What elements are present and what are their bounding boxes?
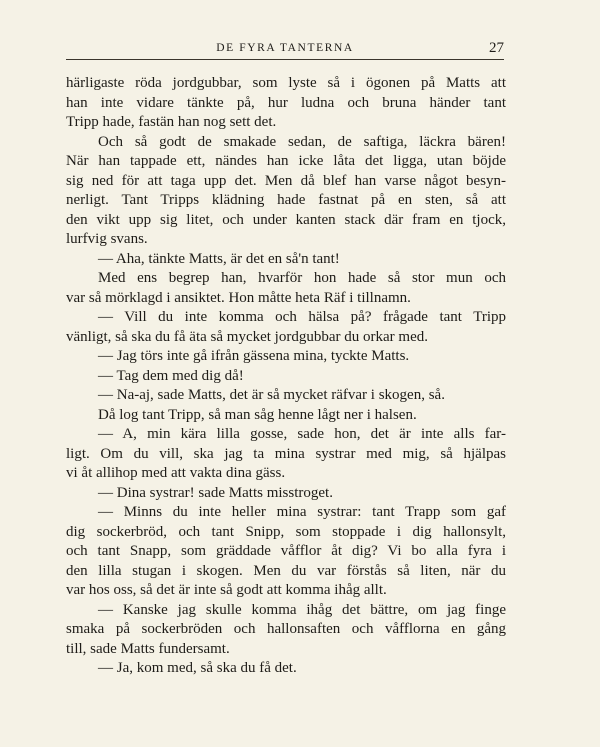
text-line: — A, min kära lilla gosse, sade hon, det är inte alls far- [98,426,506,442]
running-title: DE FYRA TANTERNA [216,42,354,54]
text-line: smaka på sockerbröden och hallonsaften och våfflorna en gång [66,621,506,637]
text-line: lurfvig svans. [66,231,148,247]
text-line: ligt. Om du vill, ska jag ta mina systrar med mig, så hjälpas [66,445,506,462]
text-line: han inte vidare tänkte på, hur ludna och bruna händer tant [66,94,506,111]
text-line: — Na-aj, sade Matts, det är så mycket räfvar i skogen, så. [98,387,445,403]
text-line: — Tag dem med dig då! [98,367,244,384]
text-line: härligaste röda jordgubbar, som lyste så i ögonen på Matts att [66,75,506,91]
header-rule [66,59,504,60]
text-line: Med ens begrep han, hvarför hon hade så stor mun och [98,270,506,286]
text-line: till, sade Matts fundersamt. [66,640,230,657]
text-line: och tant Snapp, som gräddade våfflor åt dig? Vi bo alla fyra i [66,543,506,559]
text-line: sig ned för att taga upp det. Men då blef han varse något besyn- [66,172,506,189]
text-line: Tripp hade, fastän han nog sett det. [66,114,277,130]
text-line: — Aha, tänkte Matts, är det en så'n tant! [98,250,340,267]
page-number: 27 [489,40,504,56]
text-line: — Kanske jag skulle komma ihåg det bättre, om jag finge [98,601,506,618]
text-line: den vikt upp sig litet, och under kanten stack där fram en tjock, [66,211,506,228]
text-line: — Jag törs inte gå ifrån gässena mina, tyckte Matts. [98,348,410,364]
text-line: — Dina systrar! sade Matts misstroget. [98,484,333,501]
text-line: — Vill du inte komma och hälsa på? frågade tant Tripp [98,309,506,325]
text-line: — Ja, kom med, så ska du få det. [98,660,297,676]
body-text [66,74,506,679]
text-line: dig sockerbröd, och tant Snipp, som stoppade i dig hallonsylt, [66,523,506,540]
text-line: vänligt, så ska du få äta så mycket jordgubbar du orkar med. [66,328,428,345]
text-line: var hos oss, så det är inte så godt att komma ihåg allt. [66,582,387,598]
text-line: den lilla stugan i skogen. Men du var förstås så liten, när du [66,562,506,579]
text-line: nerligt. Tant Tripps klädning hade fastnat på en sten, så att [66,192,506,208]
text-line: Och så godt de smakade sedan, de saftiga, läckra bären! [98,133,506,150]
text-line: var så mörklagd i ansiktet. Hon måtte heta Räf i tillnamn. [66,289,411,306]
text-line: vi åt allihop med att vakta dina gäss. [66,465,286,481]
running-header [66,42,504,62]
text-line: Då log tant Tripp, så man såg henne lågt ner i halsen. [98,406,417,423]
text-line: När han tappade ett, nändes han icke låta det ligga, utan böjde [66,153,506,169]
text-line: — Minns du inte heller mina systrar: tant Trapp som gaf [98,504,506,520]
